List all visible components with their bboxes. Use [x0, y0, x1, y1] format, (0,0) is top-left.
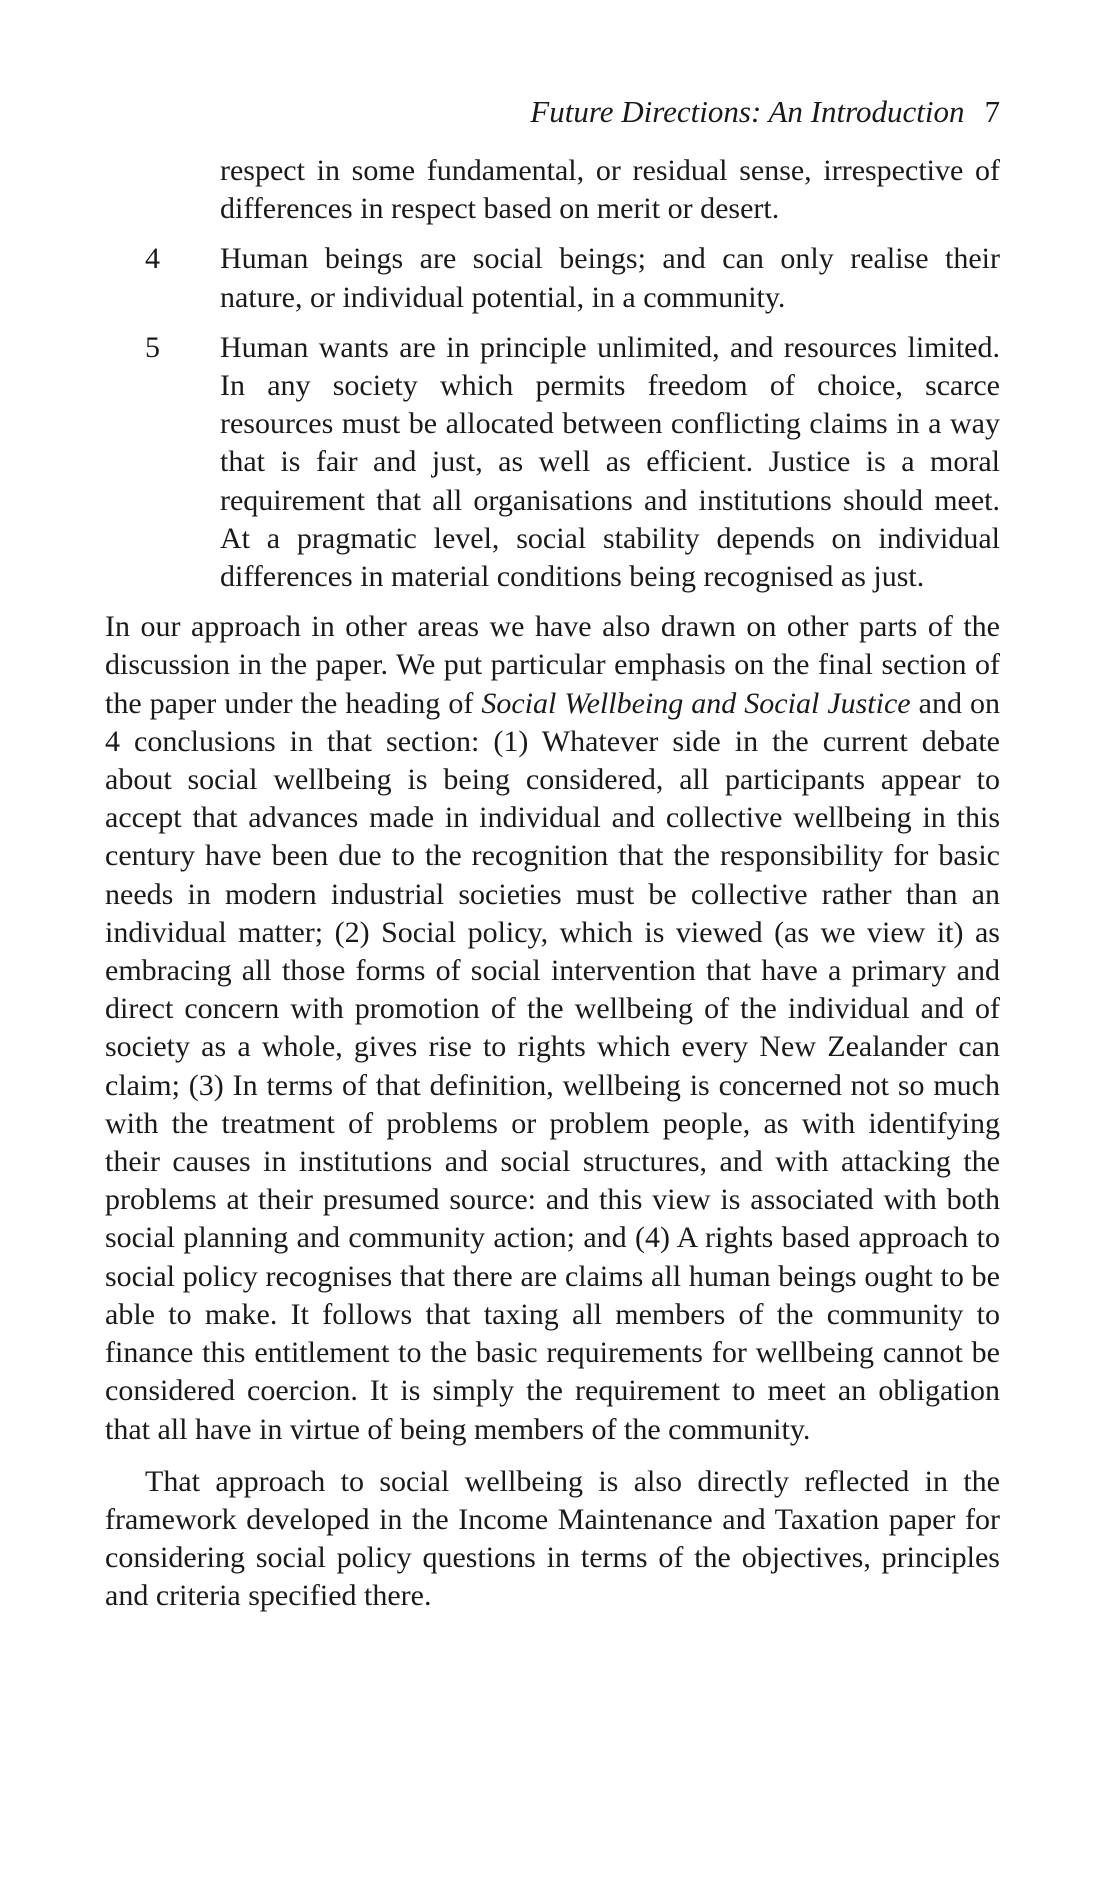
paragraph-text-start: In our approach in other areas we have also drawn on other parts of the discussion in the paper. We put particular emphasis on the final section of the paper under the heading of	[105, 610, 1000, 720]
paragraph	[105, 608, 1000, 1448]
running-title: Future Directions: An Introduction	[530, 94, 965, 129]
list-item	[145, 329, 1000, 596]
list-item-number: 4	[145, 242, 160, 276]
list-item-text: Human beings are social beings; and can only realise their nature, or individual potential, in a community.	[220, 242, 1000, 314]
list-item-continuation: respect in some fundamental, or residual sense, irrespective of differences in respect based on merit or desert.	[220, 154, 1000, 226]
italic-heading-reference: Social Wellbeing and Social Justice	[481, 686, 911, 720]
list-item	[145, 240, 1000, 316]
list-item-number: 5	[145, 330, 160, 364]
paragraph: That approach to social wellbeing is also directly reflected in the framework developed in the Income Maintenance and Taxation paper for considering social policy questions in terms of the objectives, principles and criteria specified there.	[105, 1464, 1000, 1613]
list-item-text: Human wants are in principle unlimited, and resources limited. In any society which permits freedom of choice, scarce resources must be allocated between conflicting claims in a way that is fair and just, as well as efficient. Justice is a moral requirement that all organisations and institutions should meet. At a pragmatic level, social stability depends on individual differences in material conditions being recognised as just.	[220, 330, 1000, 594]
running-head	[105, 92, 1000, 132]
page-number: 7	[984, 94, 1000, 129]
paragraph-text-end: and on 4 conclusions in that section: (1) Whatever side in the current debate about social wellbeing is being considered, all participants appear to accept that advances made in individual and collective wellbeing in this century have been due to the recognition that the responsibility for basic needs in modern industrial societies must be collective rather than an individual matter; (2) Social policy, which is viewed (as we view it) as embracing all those forms of social intervention that have a primary and direct concern with promotion of the wellbeing of the individual and of society as a whole, gives rise to rights which every New Zealander can claim; (3) In terms of that definition, wellbeing is concerned not so much with the treatment of problems or problem people, as with identifying their causes in institutions and social structures, and with attacking the problems at their presumed source: and this view is associated with both social planning and community action; and (4) A rights based approach to social policy recognises that there are claims all human beings ought to be able to make. It follows that taxing all members of the community to finance this entitlement to the basic requirements for wellbeing cannot be considered coercion. It is simply the requirement to meet an obligation that all have in virtue of being members of the community.	[105, 686, 1000, 1446]
body-text	[105, 152, 1000, 1616]
